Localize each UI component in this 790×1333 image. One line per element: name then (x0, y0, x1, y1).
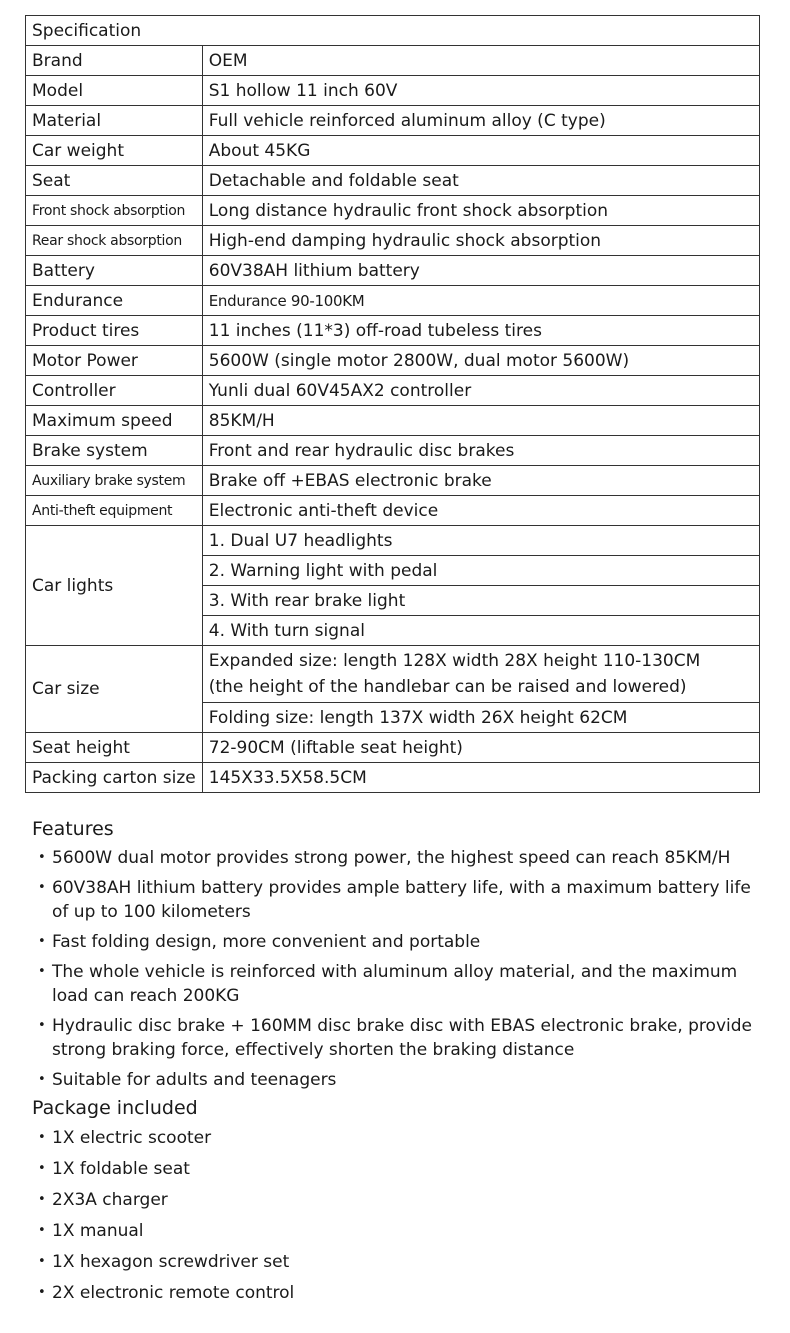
spec-key: Brand (26, 46, 203, 76)
spec-value: Folding size: length 137X width 26X height 62CM (202, 703, 759, 733)
spec-key: Controller (26, 376, 203, 406)
spec-value: Brake off +EBAS electronic brake (202, 466, 759, 496)
spec-value: 3. With rear brake light (202, 586, 759, 616)
spec-row-seat-height (26, 733, 760, 763)
spec-table (25, 15, 760, 793)
spec-key: Front shock absorption (26, 196, 203, 226)
spec-row-speed (26, 406, 760, 436)
spec-row-endurance (26, 286, 760, 316)
package-heading: Package included (32, 1097, 198, 1119)
list-item: • 60V38AH lithium battery provides ample battery life, with a maximum battery life of up to 100 kilometers (36, 876, 766, 924)
spec-row-controller (26, 376, 760, 406)
spec-value: Full vehicle reinforced aluminum alloy (C type) (202, 106, 759, 136)
spec-row-rear-shock (26, 226, 760, 256)
list-item: • The whole vehicle is reinforced with aluminum alloy material, and the maximum load can reach 200KG (36, 960, 766, 1008)
spec-key: Seat (26, 166, 203, 196)
spec-value: 60V38AH lithium battery (202, 256, 759, 286)
list-item: • 2X electronic remote control (36, 1281, 766, 1305)
spec-value: 4. With turn signal (202, 616, 759, 646)
spec-key: Battery (26, 256, 203, 286)
spec-value: 72-90CM (liftable seat height) (202, 733, 759, 763)
spec-key: Product tires (26, 316, 203, 346)
spec-value: 11 inches (11*3) off-road tubeless tires (202, 316, 759, 346)
expanded-size-note: (the height of the handlebar can be raised and lowered) (208, 677, 687, 697)
spec-key: Packing carton size (26, 763, 203, 793)
spec-value: Endurance 90-100KM (202, 286, 759, 316)
list-item: • 5600W dual motor provides strong power, the highest speed can reach 85KM/H (36, 846, 766, 870)
spec-key: Brake system (26, 436, 203, 466)
features-heading: Features (32, 818, 114, 840)
list-item: • Hydraulic disc brake + 160MM disc brake disc with EBAS electronic brake, provide strong braking force, effectively shorten the braking distance (36, 1014, 766, 1062)
spec-row-weight (26, 136, 760, 166)
spec-value: 145X33.5X58.5CM (202, 763, 759, 793)
spec-row-front-shock (26, 196, 760, 226)
spec-key: Car lights (26, 526, 203, 646)
spec-row-anti-theft (26, 496, 760, 526)
spec-key: Maximum speed (26, 406, 203, 436)
spec-row-car-size (26, 646, 760, 703)
spec-row-brand (26, 46, 760, 76)
spec-key: Seat height (26, 733, 203, 763)
spec-value: Yunli dual 60V45AX2 controller (202, 376, 759, 406)
spec-value: S1 hollow 11 inch 60V (202, 76, 759, 106)
spec-key: Endurance (26, 286, 203, 316)
spec-row-brake (26, 436, 760, 466)
spec-title: Specification (26, 16, 760, 46)
spec-row-aux-brake (26, 466, 760, 496)
spec-value: OEM (202, 46, 759, 76)
expanded-size-line: Expanded size: length 128X width 28X height 110-130CM (208, 651, 701, 671)
list-item: • 1X manual (36, 1219, 766, 1243)
spec-value: Long distance hydraulic front shock absorption (202, 196, 759, 226)
spec-row-packing (26, 763, 760, 793)
spec-row-model (26, 76, 760, 106)
spec-key: Material (26, 106, 203, 136)
spec-row-material (26, 106, 760, 136)
spec-key: Rear shock absorption (26, 226, 203, 256)
list-item: • Suitable for adults and teenagers (36, 1068, 766, 1092)
spec-value: Electronic anti-theft device (202, 496, 759, 526)
spec-row-battery (26, 256, 760, 286)
spec-row-seat (26, 166, 760, 196)
spec-value: High-end damping hydraulic shock absorption (202, 226, 759, 256)
list-item: • 1X hexagon screwdriver set (36, 1250, 766, 1274)
spec-key: Anti-theft equipment (26, 496, 203, 526)
spec-row-car-lights (26, 526, 760, 556)
spec-value (202, 646, 759, 703)
spec-row-tires (26, 316, 760, 346)
spec-value: Detachable and foldable seat (202, 166, 759, 196)
spec-value: 5600W (single motor 2800W, dual motor 5600W) (202, 346, 759, 376)
spec-value: 1. Dual U7 headlights (202, 526, 759, 556)
spec-value: About 45KG (202, 136, 759, 166)
spec-value: Front and rear hydraulic disc brakes (202, 436, 759, 466)
list-item: • Fast folding design, more convenient and portable (36, 930, 766, 954)
spec-key: Auxiliary brake system (26, 466, 203, 496)
spec-key: Car weight (26, 136, 203, 166)
features-list (36, 846, 766, 1092)
spec-row-motor (26, 346, 760, 376)
list-item: • 1X foldable seat (36, 1157, 766, 1181)
spec-key: Model (26, 76, 203, 106)
spec-key: Car size (26, 646, 203, 733)
spec-value: 2. Warning light with pedal (202, 556, 759, 586)
spec-value: 85KM/H (202, 406, 759, 436)
package-list (36, 1126, 766, 1305)
spec-key: Motor Power (26, 346, 203, 376)
spec-title-row (26, 16, 760, 46)
list-item: • 2X3A charger (36, 1188, 766, 1212)
list-item: • 1X electric scooter (36, 1126, 766, 1150)
